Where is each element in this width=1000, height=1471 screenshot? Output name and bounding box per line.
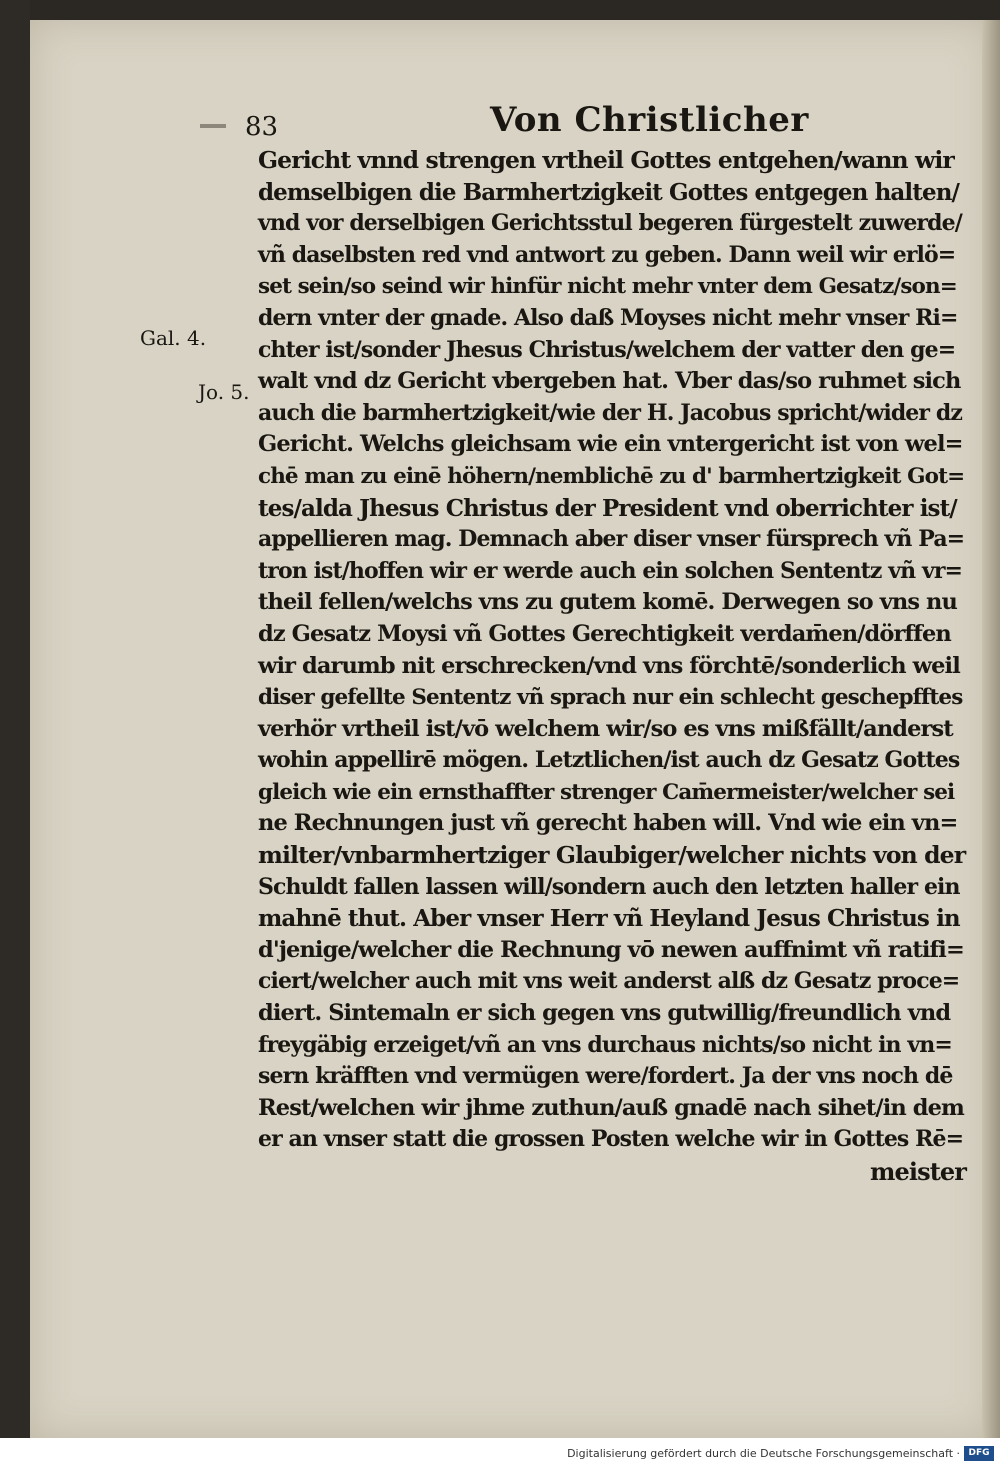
text-line: freygäbig erzeiget/vñ an vns durchaus nichts/so nicht in vn= — [258, 1031, 952, 1058]
margin-note-gal: Gal. 4. — [140, 326, 207, 350]
text-line: Schuldt fallen lassen will/sondern auch den letzten haller ein — [258, 873, 960, 900]
scan-border-left — [0, 0, 30, 1471]
page-number-dash — [200, 124, 226, 128]
dfg-logo: DFG — [964, 1446, 994, 1461]
text-line: diser gefellte Sententz vñ sprach nur ein schlecht geschepfftes — [258, 685, 963, 711]
text-line: chter ist/sonder Jhesus Christus/welchem der vatter den ge= — [258, 336, 956, 363]
text-line: set sein/so seind wir hinfür nicht mehr vnter dem Gesatz/son= — [258, 274, 957, 300]
text-line: appellieren mag. Demnach aber diser vnser fürsprech vñ Pa= — [258, 526, 965, 553]
text-line: wir darumb nit erschrecken/vnd vns förchtē/sonderlich weil — [258, 652, 960, 679]
text-line: mahnē thut. Aber vnser Herr vñ Heyland Jesus Christus in — [258, 905, 960, 933]
text-line: Gericht. Welchs gleichsam wie ein vntergericht ist von wel= — [258, 431, 963, 458]
text-line: er an vnser statt die grossen Posten welche wir in Gottes Rē= — [258, 1126, 964, 1153]
text-line: verhör vrtheil ist/vō welchem wir/so es vns mißfällt/anderst — [258, 715, 953, 742]
footer-bar — [0, 1438, 1000, 1471]
text-line: gleich wie ein ernsthaffter strenger Cam̄ermeister/welcher sei — [258, 779, 955, 805]
text-line: chē man zu einē höhern/nemblichē zu d' barmhertzigkeit Got= — [258, 463, 965, 489]
text-line: diert. Sintemaln er sich gegen vns gutwillig/freundlich vnd — [258, 1000, 951, 1027]
margin-note-jo: Jo. 5. — [198, 380, 250, 404]
text-line: tron ist/hoffen wir er werde auch ein solchen Sententz vñ vr= — [258, 557, 963, 584]
text-line: Rest/welchen wir jhme zuthun/auß gnadē nach sihet/in dem — [258, 1094, 964, 1121]
text-line: vñ daselbsten red vnd antwort zu geben. Dann weil wir erlö= — [258, 241, 956, 268]
text-line: d'jenige/welcher die Rechnung vō newen auffnimt vñ ratifi= — [258, 936, 964, 963]
catchword: meister — [870, 1157, 966, 1186]
text-line: walt vnd dz Gericht vbergeben hat. Vber das/so ruhmet sich — [258, 368, 961, 395]
text-line: dern vnter der gnade. Also daß Moyses nicht mehr vnser Ri= — [258, 304, 958, 331]
text-line: wohin appellirē mögen. Letztlichen/ist auch dz Gesatz Gottes — [258, 747, 960, 774]
body-text — [258, 145, 966, 1188]
text-line: ciert/welcher auch mit vns weit anderst alß dz Gesatz proce= — [258, 968, 960, 995]
text-line: sern kräfften vnd vermügen were/fordert. Ja der vns noch dē — [258, 1063, 953, 1090]
text-line: vnd vor derselbigen Gerichtsstul begeren fürgestelt zuwerde/ — [258, 210, 962, 237]
text-line: tes/alda Jhesus Christus der President vnd oberrichter ist/ — [258, 494, 957, 522]
text-line: milter/vnbarmhertziger Glaubiger/welcher nichts von der — [258, 841, 966, 870]
running-head: Von Christlicher — [490, 100, 809, 140]
text-line: dz Gesatz Moysi vñ Gottes Gerechtigkeit verdam̄en/dörffen — [258, 620, 951, 647]
text-line: theil fellen/welchs vns zu gutem komē. Derwegen so vns nu — [258, 589, 957, 616]
page-edge — [982, 20, 1000, 1438]
page-number: 83 — [245, 112, 279, 142]
text-line: Gericht vnnd strengen vrtheil Gottes entgehen/wann wir — [258, 146, 954, 174]
text-line: ne Rechnungen just vñ gerecht haben will. Vnd wie ein vn= — [258, 810, 958, 837]
scan-border-top — [0, 0, 1000, 22]
text-line: auch die barmhertzigkeit/wie der H. Jacobus spricht/wider dz — [258, 399, 962, 426]
footer-credit: Digitalisierung gefördert durch die Deutsche Forschungsgemeinschaft · — [567, 1447, 960, 1460]
text-line: demselbigen die Barmhertzigkeit Gottes entgegen halten/ — [258, 178, 960, 206]
